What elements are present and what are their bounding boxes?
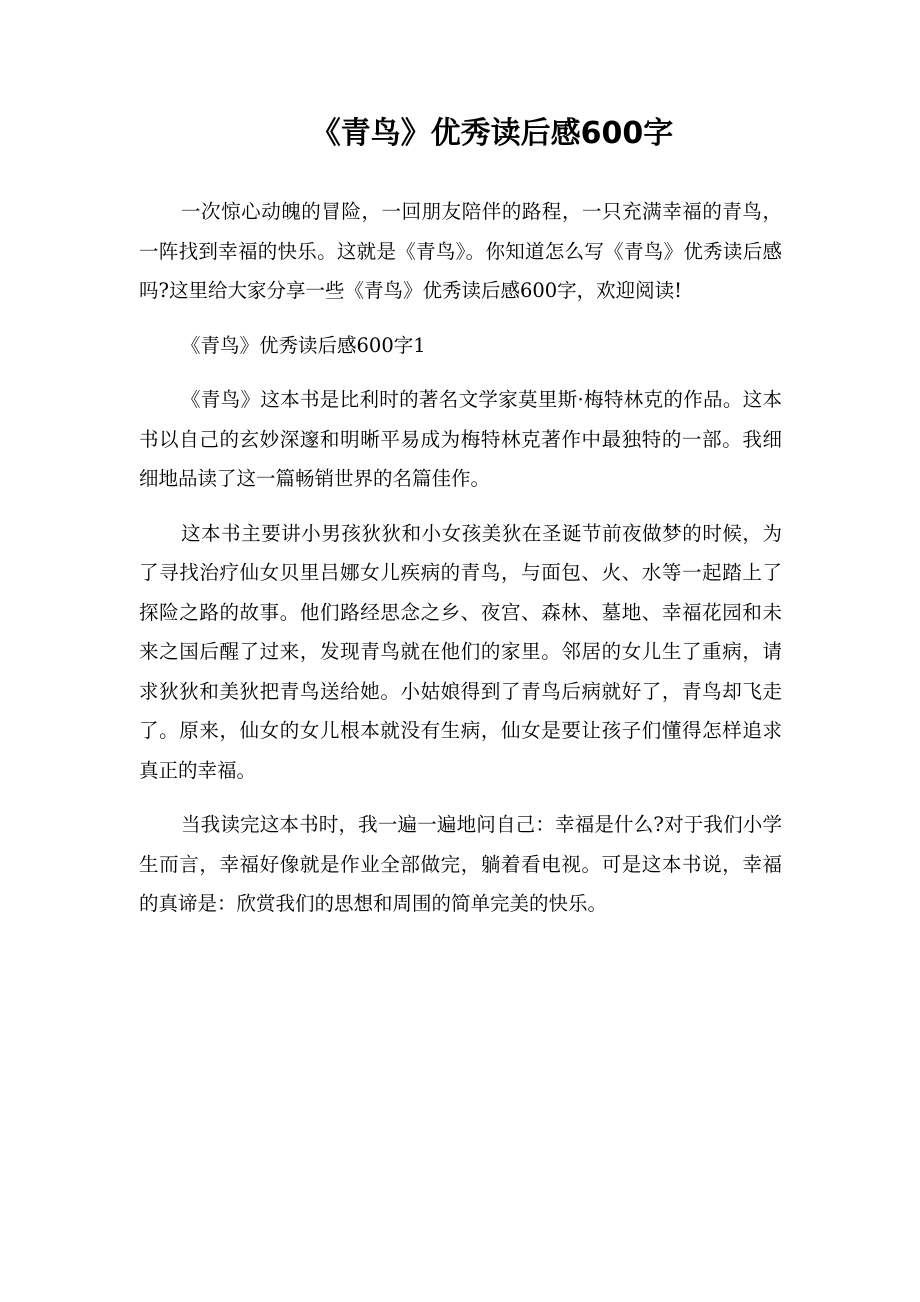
section-heading: 《青鸟》优秀读后感600字1	[181, 333, 426, 357]
intro-paragraph: 一次惊心动魄的冒险，一回朋友陪伴的路程，一只充满幸福的青鸟，一阵找到幸福的快乐。这就是《青鸟》。你知道怎么写《青鸟》优秀读后感吗?这里给大家分享一些《青鸟》优秀读后感600字，欢迎阅读!	[139, 200, 782, 302]
document-body	[139, 192, 782, 924]
body-paragraph-3: 当我读完这本书时，我一遍一遍地问自己：幸福是什么?对于我们小学生而言，幸福好像就是作业全部做完，躺着看电视。可是这本书说，幸福的真谛是：欣赏我们的思想和周围的简单完美的快乐。	[139, 813, 782, 915]
document-title: 《青鸟》优秀读后感600字	[310, 116, 674, 151]
body-paragraph-1: 《青鸟》这本书是比利时的著名文学家莫里斯·梅特林克的作品。这本书以自己的玄妙深邃和明晰平易成为梅特林克著作中最独特的一部。我细细地品读了这一篇畅销世界的名篇佳作。	[139, 388, 782, 490]
body-paragraph-2: 这本书主要讲小男孩狄狄和小女孩美狄在圣诞节前夜做梦的时候，为了寻找治疗仙女贝里吕娜女儿疾病的青鸟，与面包、火、水等一起踏上了探险之路的故事。他们路经思念之乡、夜宫、森林、墓地、幸福花园和未来之国后醒了过来，发现青鸟就在他们的家里。邻居的女儿生了重病，请求狄狄和美狄把青鸟送给她。小姑娘得到了青鸟后病就好了，青鸟却飞走了。原来，仙女的女儿根本就没有生病，仙女是要让孩子们懂得怎样追求真正的幸福。	[139, 521, 782, 782]
